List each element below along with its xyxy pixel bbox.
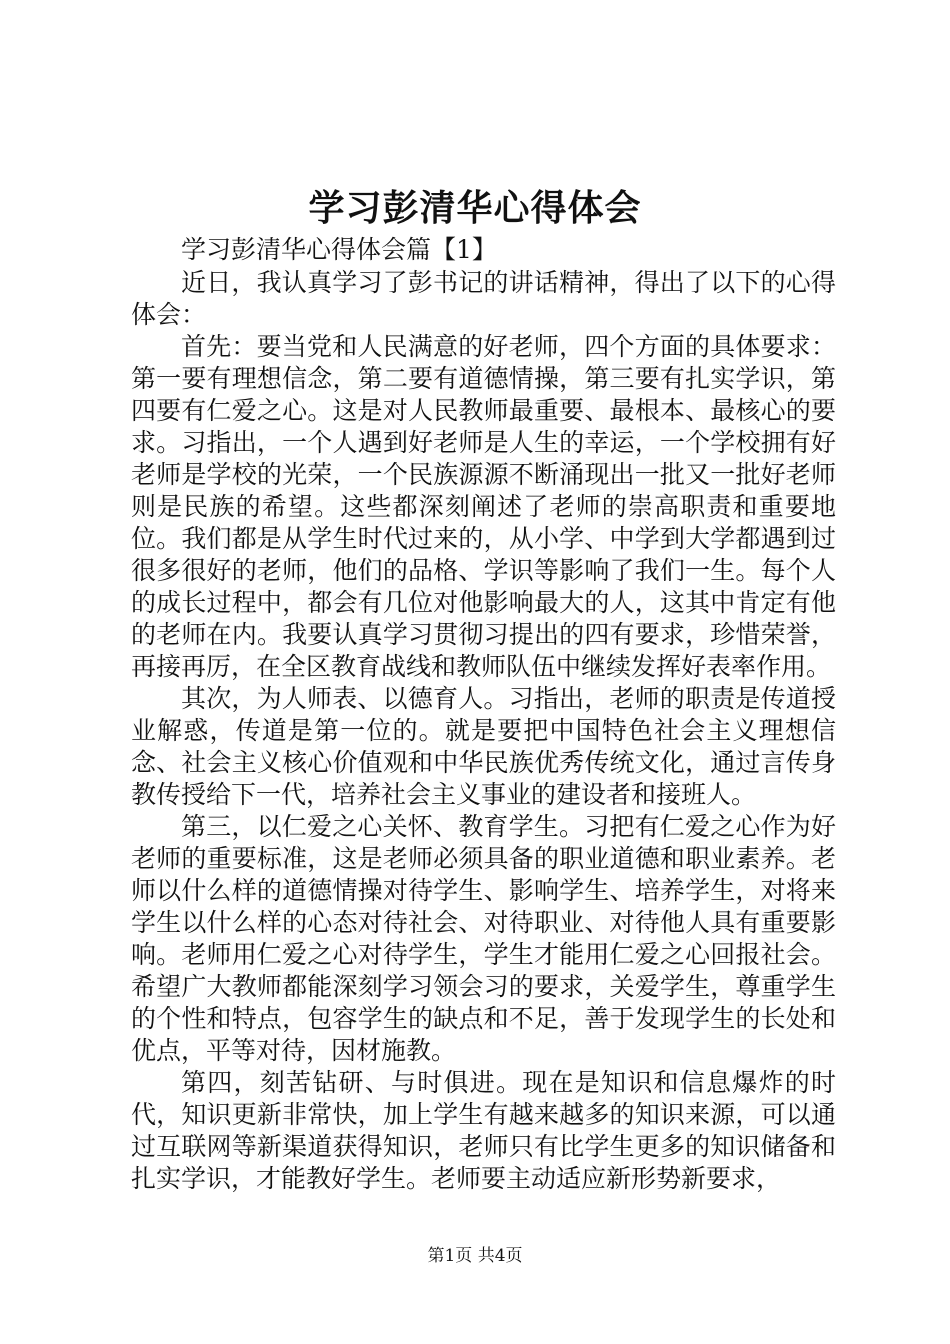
paragraph-2: 首先：要当党和人民满意的好老师，四个方面的具体要求：第一要有理想信念，第二要有道德情操，第三要有扎实学识，第四要有仁爱之心。这是对人民教师最重要、最根本、最核心的要求。习指出，一个人遇到好老师是人生的幸运，一个学校拥有好老师是学校的光荣，一个民族源源不断涌现出一批又一批好老师则是民族的希望。这些都深刻阐述了老师的崇高职责和重要地位。我们都是从学生时代过来的，从小学、中学到大学都遇到过很多很好的老师，他们的品格、学识等影响了我们一生。每个人的成长过程中，都会有几位对他影响最大的人，这其中肯定有他的老师在内。我要认真学习贯彻习提出的四有要求，珍惜荣誉，再接再厉，在全区教育战线和教师队伍中继续发挥好表率作用。	[131, 332, 836, 681]
paragraph-1: 近日，我认真学习了彭书记的讲话精神，得出了以下的心得体会：	[131, 268, 836, 329]
paragraph-5: 第四，刻苦钻研、与时俱进。现在是知识和信息爆炸的时代，知识更新非常快，加上学生有越来越多的知识来源，可以通过互联网等新渠道获得知识，老师只有比学生更多的知识储备和扎实学识，才能教好学生。老师要主动适应新形势新要求，	[131, 1068, 836, 1193]
paragraph-3: 其次，为人师表、以德育人。习指出，老师的职责是传道授业解惑，传道是第一位的。就是要把中国特色社会主义理想信念、社会主义核心价值观和中华民族优秀传统文化，通过言传身教传授给下一代，培养社会主义事业的建设者和接班人。	[131, 684, 836, 809]
section-heading: 学习彭清华心得体会篇【1】	[181, 235, 497, 264]
document-title: 学习彭清华心得体会	[308, 187, 642, 229]
paragraph-4: 第三，以仁爱之心关怀、教育学生。习把有仁爱之心作为好老师的重要标准，这是老师必须具备的职业道德和职业素养。老师以什么样的道德情操对待学生、影响学生、培养学生，对将来学生以什么样的心态对待社会、对待职业、对待他人具有重要影响。老师用仁爱之心对待学生，学生才能用仁爱之心回报社会。希望广大教师都能深刻学习领会习的要求，关爱学生，尊重学生的个性和特点，包容学生的缺点和不足，善于发现学生的长处和优点，平等对待，因材施教。	[131, 812, 836, 1065]
page-footer: 第1页 共4页	[427, 1246, 523, 1266]
document-body	[131, 234, 836, 1195]
